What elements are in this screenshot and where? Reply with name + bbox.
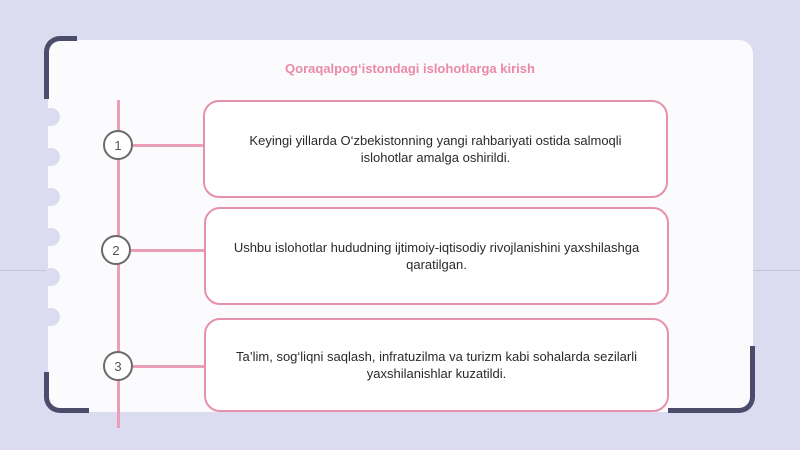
timeline-connector xyxy=(131,249,205,252)
step-text-box xyxy=(204,318,669,412)
frame-corner-bottom-right xyxy=(668,346,755,413)
step-text: Keyingi yillarda O‘zbekistonning yangi rahbariyati ostida salmoqli islohotlar amalga oshirildi. xyxy=(249,133,622,165)
step-number-badge: 2 xyxy=(101,235,131,265)
frame-corner-top-left xyxy=(44,36,77,99)
step-text-box xyxy=(204,207,669,305)
step-number-badge: 1 xyxy=(103,130,133,160)
step-text: Ushbu islohotlar hududning ijtimoiy-iqtisodiy rivojlanishini yaxshilashga qaratilgan. xyxy=(233,240,640,272)
step-number-badge: 3 xyxy=(103,351,133,381)
timeline-connector xyxy=(133,144,203,147)
timeline-connector xyxy=(133,365,205,368)
frame-corner-bottom-left xyxy=(44,372,89,413)
step-text-box xyxy=(203,100,668,198)
step-text: Ta’lim, sog‘liqni saqlash, infratuzilma va turizm kabi sohalarda sezilarli yaxshilanishlar kuzatildi. xyxy=(236,349,637,381)
slide-title: Qoraqalpog‘istondagi islohotlarga kirish xyxy=(285,61,535,76)
